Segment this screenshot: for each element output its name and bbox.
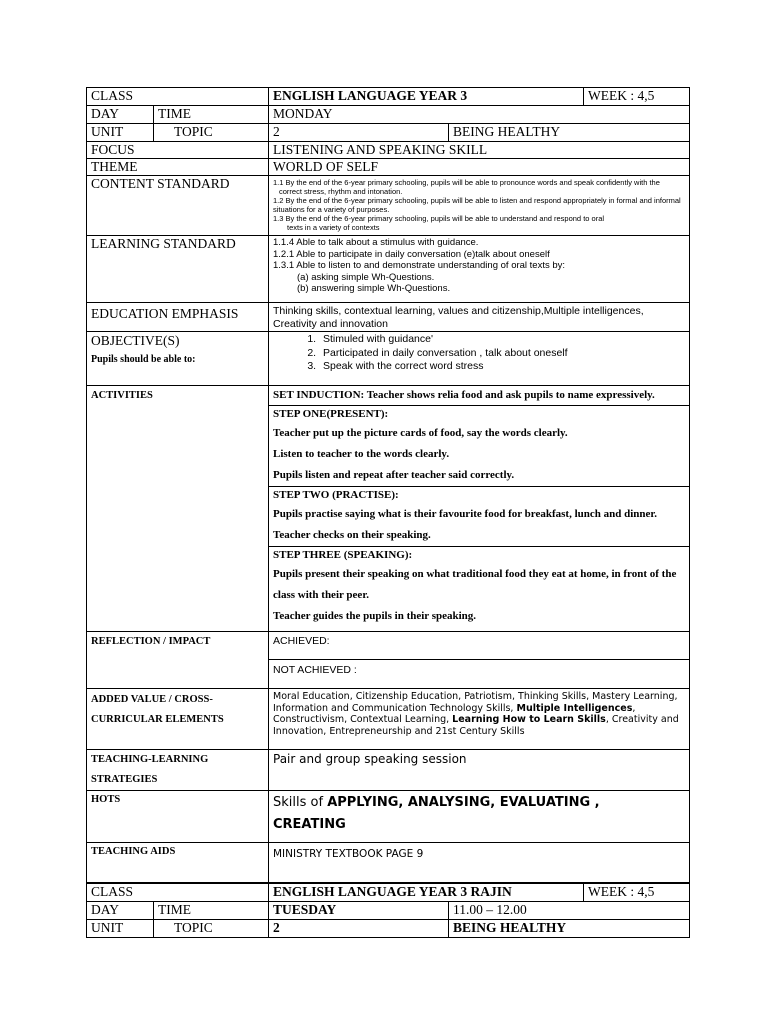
content-standard-line: situations for a variety of purposes. <box>273 205 390 214</box>
time-value-2: 11.00 – 12.00 <box>449 902 690 920</box>
topic-value: BEING HEALTHY <box>449 124 690 142</box>
unit-label-2: UNIT <box>87 920 154 938</box>
topic-label: TOPIC <box>154 124 269 142</box>
hots-prefix: Skills of <box>273 795 328 810</box>
lesson-plan <box>86 87 689 938</box>
content-standard-line: 1.2 By the end of the 6-year primary schooling, pupils will be able to listen and respond appropriately in formal and informal <box>273 196 681 205</box>
strategies-value: Pair and group speaking session <box>269 750 690 791</box>
added-value-bold-2: Learning How to Learn Skills <box>452 714 606 725</box>
hots-line <box>273 814 685 836</box>
objective-item: 3. Speak with the correct word stress <box>319 360 685 374</box>
lesson-plan-table <box>86 87 690 938</box>
theme-label: THEME <box>87 159 269 176</box>
week-value-2: WEEK : 4,5 <box>584 884 690 902</box>
step-three-line: Teacher guides the pupils in their speaking. <box>273 610 477 622</box>
added-value-label-line: ADDED VALUE / CROSS- <box>91 694 213 705</box>
step-two-title: STEP TWO (PRACTISE): <box>273 489 399 501</box>
hots-line <box>273 792 685 814</box>
added-value-text <box>269 689 690 750</box>
added-value-label <box>87 689 269 750</box>
activities-label-text: ACTIVITIES <box>91 390 153 401</box>
learning-standard-line: (b) answering simple Wh-Questions. <box>297 283 451 294</box>
hots-label: HOTS <box>87 791 269 843</box>
learning-standard-line: (a) asking simple Wh-Questions. <box>297 271 435 283</box>
day-label: DAY <box>87 106 154 124</box>
learning-standard-text <box>269 236 690 303</box>
education-emphasis-line: Creativity and innovation <box>273 317 388 330</box>
unit-value-2: 2 <box>269 920 449 938</box>
objectives-sublabel: Pupils should be able to: <box>91 354 196 365</box>
step-two-line: Teacher checks on their speaking. <box>273 529 431 541</box>
added-value-text-2: , Constructivism, Contextual Learning, <box>273 702 636 725</box>
content-standard-text <box>269 176 690 236</box>
education-emphasis-text <box>269 303 690 332</box>
objective-item: 1. Stimuled with guidance' <box>319 333 685 347</box>
added-value-bold-1: Multiple Intelligences <box>516 702 633 714</box>
hots-value <box>269 791 690 843</box>
week-value: WEEK : 4,5 <box>584 88 690 106</box>
strategies-label-line: TEACHING-LEARNING <box>91 754 209 765</box>
topic-value-2: BEING HEALTHY <box>449 920 690 938</box>
added-value-text-1: Moral Education, Citizenship Education, Patriotism, Thinking Skills, Mastery Learning, Information and Communication Technology Skills, <box>273 691 678 714</box>
objectives-label-cell <box>87 332 269 386</box>
content-standard-label: CONTENT STANDARD <box>87 176 269 236</box>
added-value-text-3: , Creativity and Innovation, Entrepreneurship and 21st Century Skills <box>273 714 679 737</box>
unit-label: UNIT <box>87 124 154 142</box>
class-value: ENGLISH LANGUAGE YEAR 3 <box>269 88 584 106</box>
focus-label: FOCUS <box>87 142 269 159</box>
step-three-line: Pupils present their speaking on what traditional food they eat at home, in front of the <box>273 568 677 580</box>
time-label-2: TIME <box>154 902 269 920</box>
strategies-label <box>87 750 269 791</box>
not-achieved-field: NOT ACHIEVED : <box>269 660 690 689</box>
theme-value: WORLD OF SELF <box>269 159 690 176</box>
achieved-field: ACHIEVED: <box>269 632 690 660</box>
teaching-aids-value: MINISTRY TEXTBOOK PAGE 9 <box>269 843 690 883</box>
learning-standard-label: LEARNING STANDARD <box>87 236 269 303</box>
strategies-label-line: STRATEGIES <box>91 774 158 785</box>
step-one-line: Teacher put up the picture cards of food, say the words clearly. <box>273 427 568 439</box>
content-standard-line: correct stress, rhythm and intonation. <box>279 187 403 196</box>
added-value-label-line: CURRICULAR ELEMENTS <box>91 714 224 725</box>
step-three <box>269 547 690 632</box>
step-two <box>269 487 690 547</box>
day-label-2: DAY <box>87 902 154 920</box>
education-emphasis-label: EDUCATION EMPHASIS <box>87 303 269 332</box>
time-label: TIME <box>154 106 269 124</box>
step-two-line: Pupils practise saying what is their favourite food for breakfast, lunch and dinner. <box>273 508 658 520</box>
objectives-list <box>273 333 685 374</box>
step-one <box>269 406 690 487</box>
learning-standard-line: 1.2.1 Able to participate in daily conversation (e)talk about oneself <box>273 248 550 260</box>
class-label: CLASS <box>87 88 269 106</box>
topic-label-2: TOPIC <box>154 920 269 938</box>
objectives-list-cell <box>269 332 690 386</box>
step-three-title: STEP THREE (SPEAKING): <box>273 549 413 561</box>
education-emphasis-line: Thinking skills, contextual learning, values and citizenship,Multiple intelligences, <box>273 305 644 317</box>
hots-bold: APPLYING, ANALYSING, EVALUATING , <box>327 795 600 810</box>
step-three-line: class with their peer. <box>273 589 369 601</box>
class-label-2: CLASS <box>87 884 269 902</box>
teaching-aids-label: TEACHING AIDS <box>87 843 269 883</box>
day-value: MONDAY <box>269 106 690 124</box>
focus-value: LISTENING AND SPEAKING SKILL <box>269 142 690 159</box>
content-standard-line: texts in a variety of contexts <box>287 223 380 232</box>
content-standard-line: 1.1 By the end of the 6-year primary schooling, pupils will be able to pronounce words and speak confidently with the <box>273 178 660 187</box>
content-standard-line: 1.3 By the end of the 6-year primary schooling, pupils will be able to understand and respond to oral <box>273 214 605 223</box>
objectives-label: OBJECTIVE(S) <box>91 333 180 348</box>
objective-item: 2. Participated in daily conversation , talk about oneself <box>319 347 685 361</box>
unit-value: 2 <box>269 124 449 142</box>
step-one-line: Pupils listen and repeat after teacher said correctly. <box>273 469 515 481</box>
step-one-line: Listen to teacher to the words clearly. <box>273 448 450 460</box>
step-one-title: STEP ONE(PRESENT): <box>273 408 389 420</box>
learning-standard-line: 1.1.4 Able to talk about a stimulus with guidance. <box>273 237 479 248</box>
day-value-2: TUESDAY <box>269 902 449 920</box>
reflection-label: REFLECTION / IMPACT <box>87 632 269 689</box>
hots-bold: CREATING <box>273 817 346 832</box>
activities-label <box>87 386 269 632</box>
set-induction: SET INDUCTION: Teacher shows relia food and ask pupils to name expressively. <box>269 386 690 406</box>
class-value-2: ENGLISH LANGUAGE YEAR 3 RAJIN <box>269 884 584 902</box>
learning-standard-line: 1.3.1 Able to listen to and demonstrate understanding of oral texts by: <box>273 260 566 271</box>
